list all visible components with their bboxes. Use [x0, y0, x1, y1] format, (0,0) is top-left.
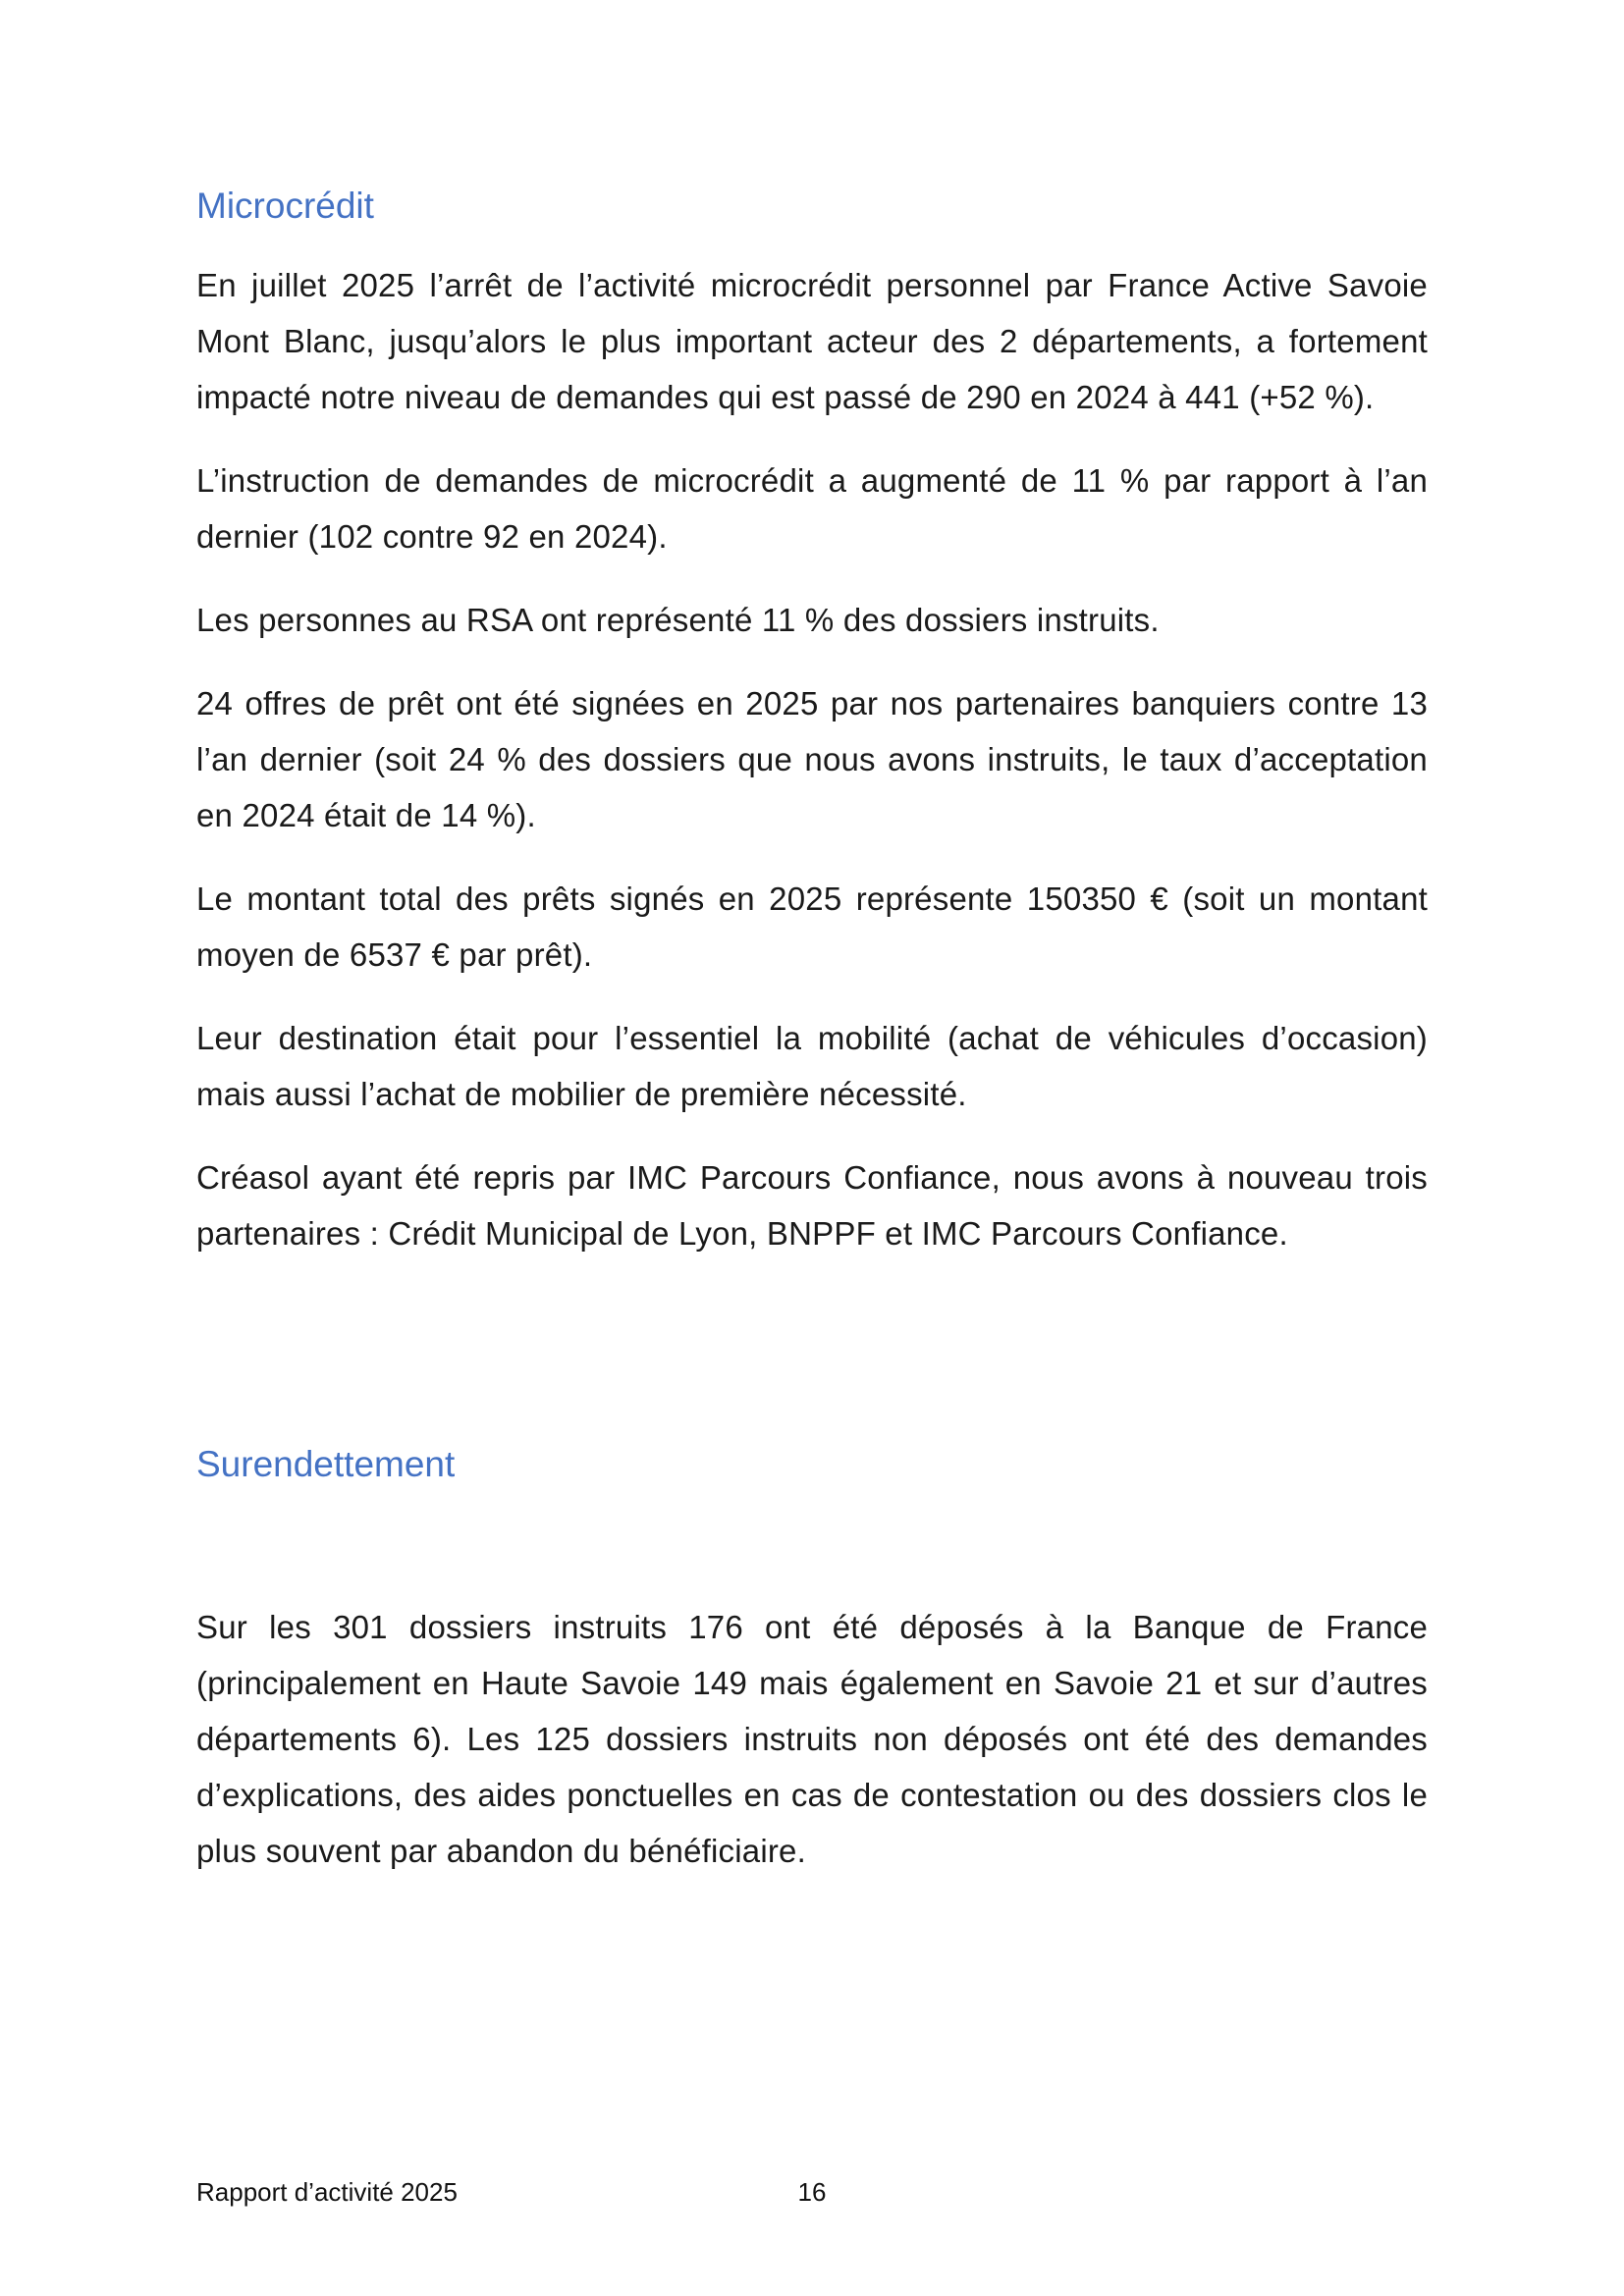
paragraph-microcredit-1: En juillet 2025 l’arrêt de l’activité microcrédit personnel par France Active Savoie Mont Blanc, jusqu’alors le plus important acteur des 2 départements, a fortement impacté notre niveau de demandes qui est passé de 290 en 2024 à 441 (+52 %). [196, 267, 1428, 415]
section-microcredit [196, 185, 1428, 1289]
paragraph-microcredit-6: Leur destination était pour l’essentiel la mobilité (achat de véhicules d’occasion) mais aussi l’achat de mobilier de première nécessité. [196, 1020, 1428, 1112]
paragraph-surendettement-1: Sur les 301 dossiers instruits 176 ont été déposés à la Banque de France (principalement en Haute Savoie 149 mais également en Savoie 21 et sur d’autres départements 6). Les 125 dossiers instruits non déposés ont été des demandes d’explications, des aides ponctuelles en cas de contestation ou des dossiers clos le plus souvent par abandon du bénéficiaire. [196, 1609, 1428, 1869]
section-surendettement [196, 1443, 1428, 1906]
footer-report-title: Rapport d’activité 2025 [196, 2177, 458, 2207]
footer-page-number: 16 [797, 2177, 827, 2207]
paragraph-microcredit-4: 24 offres de prêt ont été signées en 2025 par nos partenaires banquiers contre 13 l’an dernier (soit 24 % des dossiers que nous avons instruits, le taux d’acceptation en 2024 était de 14 %). [196, 685, 1428, 833]
paragraph-microcredit-3: Les personnes au RSA ont représenté 11 % des dossiers instruits. [196, 602, 1160, 638]
paragraph-microcredit-5: Le montant total des prêts signés en 2025 représente 150350 € (soit un montant moyen de 6537 € par prêt). [196, 881, 1428, 973]
section-heading-microcredit: Microcrédit [196, 186, 374, 226]
paragraph-microcredit-2: L’instruction de demandes de microcrédit a augmenté de 11 % par rapport à l’an dernier (102 contre 92 en 2024). [196, 462, 1428, 555]
paragraph-microcredit-7: Créasol ayant été repris par IMC Parcours Confiance, nous avons à nouveau trois partenaires : Crédit Municipal de Lyon, BNPPF et IMC Parcours Confiance. [196, 1159, 1428, 1252]
section-heading-surendettement: Surendettement [196, 1444, 456, 1484]
